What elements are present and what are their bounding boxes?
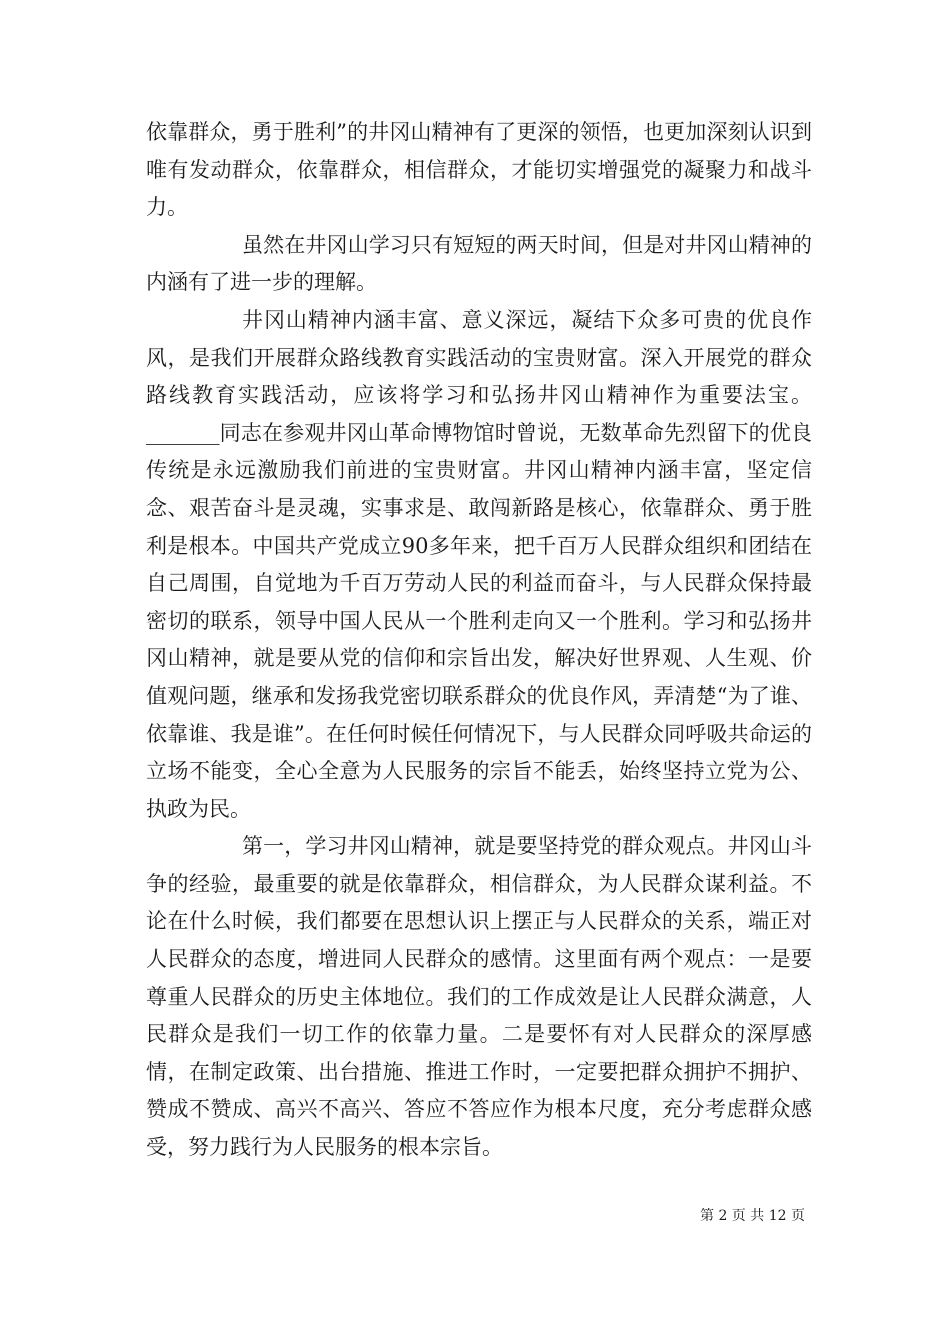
document-body: [146, 114, 812, 1167]
paragraph-spirit-connotation: 井冈山精神内涵丰富、意义深远，凝结下众多可贵的优良作风，是我们开展群众路线教育实践活动的宝贵财富。深入开展党的群众路线教育实践活动，应该将学习和弘扬井冈山精神作为重要法宝。_______同志在参观井冈山革命博物馆时曾说，无数革命先烈留下的优良传统是永远激励我们前进的宝贵财富。井冈山精神内涵丰富，坚定信念、艰苦奋斗是灵魂，实事求是、敢闯新路是核心，依靠群众、勇于胜利是根本。中国共产党成立90多年来，把千百万人民群众组织和团结在自己周围，自觉地为千百万劳动人民的利益而奋斗，与人民群众保持最密切的联系，领导中国人民从一个胜利走向又一个胜利。学习和弘扬井冈山精神，就是要从党的信仰和宗旨出发，解决好世界观、人生观、价值观问题，继承和发扬我党密切联系群众的优良作风，弄清楚“为了谁、依靠谁、我是谁”。在任何时候任何情况下，与人民群众同呼吸共命运的立场不能变，全心全意为人民服务的宗旨不能丢，始终坚持立党为公、执政为民。: [146, 307, 812, 821]
paragraph-continued: 依靠群众，勇于胜利”的井冈山精神有了更深的领悟，也更加深刻认识到唯有发动群众，依靠群众，相信群众，才能切实增强党的凝聚力和战斗力。: [146, 120, 812, 220]
page-number-footer: 第 2 页 共 12 页: [700, 1208, 805, 1224]
paragraph-study-time: 虽然在井冈山学习只有短短的两天时间，但是对井冈山精神的内涵有了进一步的理解。: [146, 232, 812, 295]
paragraph-first-point: 第一，学习井冈山精神，就是要坚持党的群众观点。井冈山斗争的经验，最重要的就是依靠群众，相信群众，为人民群众谋利益。不论在什么时候，我们都要在思想认识上摆正与人民群众的关系，端正对人民群众的态度，增进同人民群众的感情。这里面有两个观点：一是要尊重人民群众的历史主体地位。我们的工作成效是让人民群众满意，人民群众是我们一切工作的依靠力量。二是要怀有对人民群众的深厚感情，在制定政策、出台措施、推进工作时，一定要把群众拥护不拥护、赞成不赞成、高兴不高兴、答应不答应作为根本尺度，充分考虑群众感受，努力践行为人民服务的根本宗旨。: [146, 834, 812, 1160]
